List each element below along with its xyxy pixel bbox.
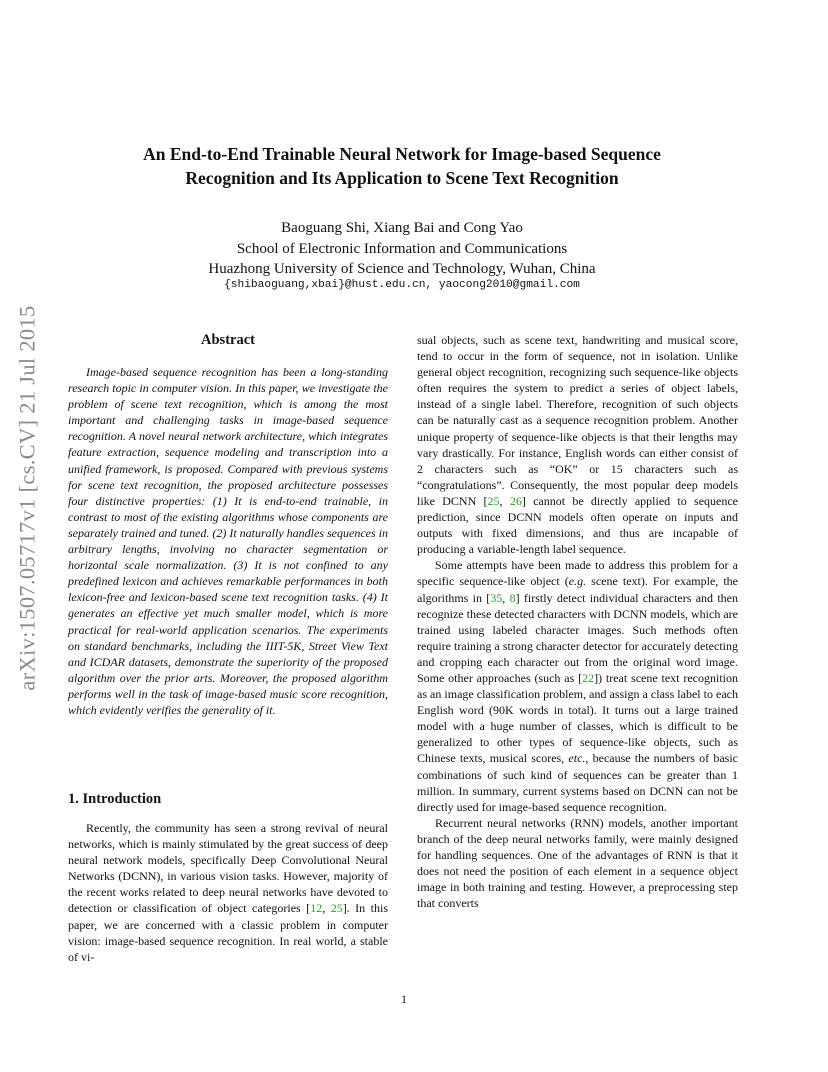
- citation-link[interactable]: 25: [330, 901, 343, 916]
- body-text: sual objects, such as scene text, handwriting and musical score, tend to occur in the form of sequence, not in isolation. Unlike general object recognition, recognizing such sequence-like objects often requires the system to predict a series of object labels, instead of a single label. Therefore, recognition of such objects can be naturally cast as a sequence recognition problem. Another unique property of sequence-like objects is that their lengths may vary drastically. For instance, English words can either consist of 2 characters such as “OK” or 15 characters such as “congratulations”. Consequently, the most popular deep models like DCNN [: [417, 333, 738, 508]
- authors: Baoguang Shi, Xiang Bai and Cong Yao: [281, 220, 523, 236]
- citation-link[interactable]: 8: [509, 590, 516, 605]
- intro-paragraph-1: [68, 820, 388, 965]
- abstract-text: Image-based sequence recognition has been a long-standing research topic in computer vision. In this paper, we investigate the problem of scene text recognition, which is among the most important and challenging tasks in image-based sequence recognition. A novel neural network architecture, which integrates feature extraction, sequence modeling and transcription into a unified framework, is proposed. Compared with previous systems for scene text recognition, the proposed architecture possesses four distinctive properties: (1) It is end-to-end trainable, in contrast to most of the existing algorithms whose components are separately trained and tuned. (2) It naturally handles sequences in arbitrary lengths, involving no character segmentation or horizontal scale normalization. (3) It is not confined to any predefined lexicon and achieves remarkable performances in both lexicon-free and lexicon-based scene text recognition tasks. (4) It generates an effective yet much smaller model, which is more practical for real-world application scenarios. The experiments on standard benchmarks, including the IIIT-5K, Street View Text and ICDAR datasets, demonstrate the superiority of the proposed algorithm over the prior arts. Moreover, the proposed algorithm performs well in the task of image-based music score recognition, which evidently verifies the generality of it.: [68, 365, 388, 717]
- citation-link[interactable]: 12: [310, 901, 323, 916]
- citation-link[interactable]: 26: [509, 493, 522, 508]
- affiliation-line-1: School of Electronic Information and Communications: [236, 240, 568, 257]
- citation-link[interactable]: 35: [490, 590, 503, 605]
- right-column: [417, 332, 738, 911]
- body-text: ] firstly detect individual characters and then recognize these detected characters with DCNN models, which are trained using labeled character images. Such methods often require training a strong character detector for accurately detecting and cropping each character out from the original word image. Some other approaches (such as [: [417, 590, 738, 685]
- body-paragraph-2: [417, 557, 738, 815]
- citation-link[interactable]: 25: [487, 493, 500, 508]
- citation-separator: ,: [322, 901, 331, 916]
- arxiv-stamp-text: arXiv:1507.05717v1 [cs.CV] 21 Jul 2015: [15, 305, 40, 691]
- page-number: 1: [401, 992, 407, 1006]
- arxiv-stamp: [12, 296, 44, 700]
- body-text: , because the numbers of basic combinations of such kind of sequences can be greater than 1 million. In summary, current systems based on DCNN can not be directly used for image-based sequence recognition.: [417, 751, 738, 814]
- citation-separator: ,: [499, 493, 510, 508]
- body-text-italic: etc.: [568, 751, 586, 766]
- title-line-1: An End-to-End Trainable Neural Network for Image-based Sequence: [143, 144, 661, 164]
- paper-title: [100, 142, 704, 190]
- body-paragraph-3: Recurrent neural networks (RNN) models, another important branch of the deep neural networks family, were mainly designed for handling sequences. One of the advantages of RNN is that it does not need the position of each element in a sequence object image in both training and testing. However, a preprocessing step that converts: [417, 815, 738, 911]
- body-text: ]) treat scene text recognition as an image classification problem, and assign a class label to each English word (90K words in total). It turns out a large trained model with a huge number of classes, which is difficult to be generalized to other types of sequence-like objects, such as Chinese texts, musical scores,: [417, 670, 738, 766]
- intro-text: Recently, the community has seen a strong revival of neural networks, which is mainly stimulated by the great success of deep neural network models, specifically Deep Convolutional Neural Networks (DCNN), in various vision tasks. However, majority of the recent works related to deep neural networks have devoted to detection or classification of object categories [: [68, 821, 388, 916]
- section-heading-introduction: 1. Introduction: [68, 791, 162, 807]
- body-paragraph-1: [417, 332, 738, 557]
- author-emails: {shibaoguang,xbai}@hust.edu.cn, yaocong2010@gmail.com: [224, 279, 580, 291]
- citation-link[interactable]: 22: [582, 670, 595, 685]
- body-text: ] cannot be directly applied to sequence prediction, since DCNN models often operate on inputs and outputs with fixed dimensions, and thus are incapable of producing a variable-length label sequence.: [417, 493, 739, 557]
- abstract-heading: Abstract: [201, 332, 255, 348]
- body-text-italic: e.g.: [568, 574, 587, 589]
- intro-text: ]. In this paper, we are concerned with a classic problem in computer vision: image-based sequence recognition. In real world, a stable of vi-: [68, 901, 388, 964]
- title-line-2: Recognition and Its Application to Scene Text Recognition: [185, 168, 619, 188]
- affiliation-line-2: Huazhong University of Science and Technology, Wuhan, China: [208, 261, 596, 277]
- body-text: scene text). For example, the algorithms in [: [417, 574, 738, 605]
- body-text: Some attempts have been made to address this problem for a specific sequence-like object (: [417, 558, 738, 589]
- author-block: [150, 218, 654, 280]
- citation-separator: ,: [502, 590, 510, 605]
